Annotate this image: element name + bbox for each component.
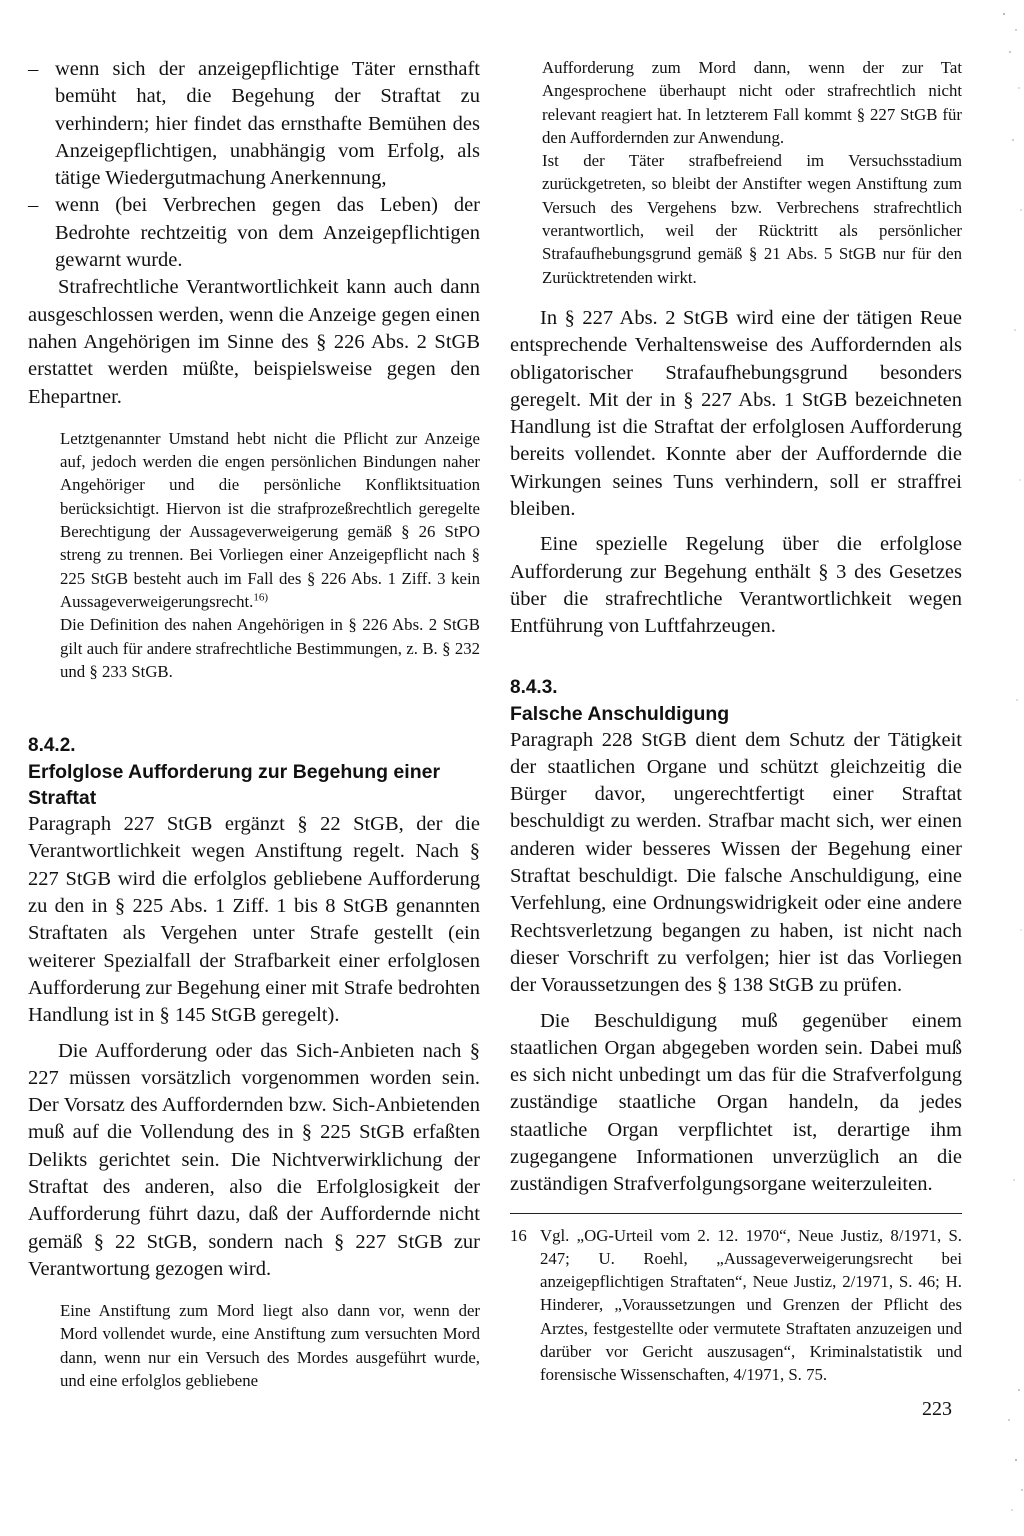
footnote-ref: 16) bbox=[253, 591, 269, 604]
footnote bbox=[510, 1224, 962, 1387]
small-paragraph-text: Letztgenannter Umstand hebt nicht die Pflicht zur Anzeige auf, jedoch werden die engen persönlichen Bindungen naher Angehöriger und die persönliche Konfliktsituation berücksichtigt. Hiervon ist die strafprozeßrechtlich geregelte Berechtigung der Aussageverweigerung gemäß § 26 StPO streng zu trennen. Bei Vorliegen einer Anzeigepflicht nach § 225 StGB besteht auch im Fall des § 226 Abs. 1 Ziff. 3 kein Aussageverweigerungsrecht. bbox=[60, 428, 480, 611]
dash-list bbox=[28, 56, 480, 274]
dash-item bbox=[28, 192, 480, 274]
paragraph: Die Aufforderung oder das Sich-Anbieten nach § 227 müssen vorsätzlich vorgenommen worden sein. Der Vorsatz des Auffordernden bzw. Sich-Anbietenden muß auf die Vollendung des in § 225 StGB erfaßten Delikts gerichtet sein. Die Nichtverwirklichung der Straftat des anderen, also die Erfolglosigkeit der Aufforderung führt dazu, daß der Auffordernde nicht gemäß § 22 StGB, sondern nach § 227 StGB zur Verantwortung gezogen wird. bbox=[28, 1039, 480, 1280]
small-print-block bbox=[510, 56, 962, 289]
section-title: Erfolglose Aufforderung zur Begehung einer Straftat bbox=[28, 761, 441, 810]
section-number: 8.4.2. bbox=[28, 735, 76, 757]
dash-item bbox=[28, 56, 480, 192]
dash-marker: – bbox=[28, 194, 39, 217]
right-column bbox=[510, 56, 962, 1387]
page-number: 223 bbox=[922, 1398, 952, 1420]
small-paragraph: Aufforderung zum Mord dann, wenn der zur Tat Angesprochene überhaupt nicht oder strafrechtlich nicht relevant reagiert hat. In letzterem Fall kommt § 227 StGB für den Auffordernden zur Anwendung. bbox=[542, 58, 962, 147]
small-paragraph: Ist der Täter strafbefreiend im Versuchsstadium zurückgetreten, so bleibt der Anstifter wegen Anstiftung zum Versuch des Vergehens bzw. Verbrechens strafrechtlich verantwortlich, weil der Rücktritt als persönlicher Strafaufhebungsgrund gemäß § 21 Abs. 5 StGB nur für den Zurücktretenden wirkt. bbox=[542, 151, 962, 287]
paragraph: Strafrechtliche Verantwortlichkeit kann auch dann ausgeschlossen werden, wenn die Anzeige gegen einen nahen Angehörigen im Sinne des § 226 Abs. 2 StGB erstattet werden müßte, beispielsweise gegen den Ehepartner. bbox=[28, 276, 480, 408]
small-paragraph bbox=[60, 427, 480, 613]
paragraph: In § 227 Abs. 2 StGB wird eine der tätigen Reue entsprechende Verhaltensweise des Auffordernden als obligatorischer Strafaufhebungsgrund besonders geregelt. Mit der in § 227 Abs. 1 StGB bezeichneten Handlung ist die Straftat der erfolglosen Aufforderung bereits vollendet. Konnte aber der Auffordernde die Wirkungen seines Tuns verhindern, soll er straffrei bleiben. bbox=[510, 306, 962, 521]
footnote-text: Vgl. „OG-Urteil vom 2. 12. 1970“, Neue Justiz, 8/1971, S. 247; U. Roehl, „Aussageverweigerungsrecht bei anzeigepflichtigen Straftaten“, Neue Justiz, 2/1971, S. 46; H. Hinderer, „Voraussetzungen und Grenzen der Pflicht des Arztes, festgestellte oder vermutete Straftaten anzuzeigen und darüber vor Gericht auszusagen“, Kriminalstatistik und forensische Wissenschaften, 4/1971, S. 75. bbox=[540, 1225, 962, 1385]
paragraph: Eine spezielle Regelung über die erfolglose Aufforderung zur Begehung enthält § 3 des Gesetzes über die strafrechtliche Verantwortlichkeit wegen Entführung von Luftfahrzeugen. bbox=[510, 533, 962, 638]
scan-speckle-edge bbox=[964, 0, 1024, 1536]
paragraph: Paragraph 228 StGB dient dem Schutz der Tätigkeit der staatlichen Organe und schützt gleichzeitig die Bürger davor, ungerechtfertigt einer Straftat beschuldigt zu werden. Strafbar macht sich, wer einen anderen wider besseres Wissen der Begehung einer Straftat beschuldigt. Die falsche Anschuldigung, eine Verfehlung, eine Ordnungswidrigkeit oder eine andere Rechtsverletzung begangen zu haben, ist nicht nach dieser Vorschrift zu verfolgen; hier ist das Vorliegen der Voraussetzungen des § 138 StGB zu prüfen. bbox=[510, 728, 962, 997]
small-print-block bbox=[28, 427, 480, 683]
small-print-block bbox=[28, 1299, 480, 1392]
dash-item-text: wenn (bei Verbrechen gegen das Leben) der Bedrohte rechtzeitig von dem Anzeigepflichtigen gewarnt wurde. bbox=[55, 194, 480, 272]
paragraph: Paragraph 227 StGB ergänzt § 22 StGB, der die Verantwortlichkeit wegen Anstiftung regelt. Nach § 227 StGB wird die erfolglos gebliebene Aufforderung zu den in § 225 Abs. 1 Ziff. 1 bis 8 StGB genannten Straftaten als Vergehen unter Strafe gestellt (ein weiterer Spezialfall der Strafbarkeit einer erfolglosen Aufforderung zur Begehung einer mit Strafe bedrohten Handlung ist in § 145 StGB geregelt). bbox=[28, 813, 480, 1027]
paragraph: Die Beschuldigung muß gegenüber einem staatlichen Organ abgegeben worden sein. Dabei muß es sich nicht unbedingt um das für die Strafverfolgung zuständige staatliche Organ handeln, da jedes staatliche Organ verpflichtet ist, derartige ihm zugegangene Informationen unverzüglich an die zuständigen Strafverfolgungsorgane weiterzuleiten. bbox=[510, 1009, 962, 1196]
footnote-divider bbox=[510, 1213, 962, 1214]
dash-item-text: wenn sich der anzeigepflichtige Täter ernsthaft bemüht hat, die Begehung der Straftat zu verhindern; hier findet das ernsthafte Bemühen des Anzeigepflichtigen, unabhängig vom Erfolg, als tätige Wiedergutmachung Anerkennung, bbox=[55, 58, 480, 190]
small-paragraph: Eine Anstiftung zum Mord liegt also dann vor, wenn der Mord vollendet wurde, eine Anstiftung zum versuchten Mord dann, wenn nur ein Versuch des Mordes ausgeführt wurde, und eine erfolglos gebliebene bbox=[60, 1301, 480, 1391]
dash-marker: – bbox=[28, 58, 39, 80]
section-title: Falsche Anschuldigung bbox=[510, 702, 730, 725]
footnote-number: 16 bbox=[510, 1225, 527, 1245]
left-column bbox=[28, 56, 480, 1392]
section-number: 8.4.3. bbox=[510, 676, 558, 698]
small-paragraph: Die Definition des nahen Angehörigen in § 226 Abs. 2 StGB gilt auch für andere strafrechtliche Bestimmungen, z. B. § 232 und § 233 StGB. bbox=[60, 615, 480, 681]
